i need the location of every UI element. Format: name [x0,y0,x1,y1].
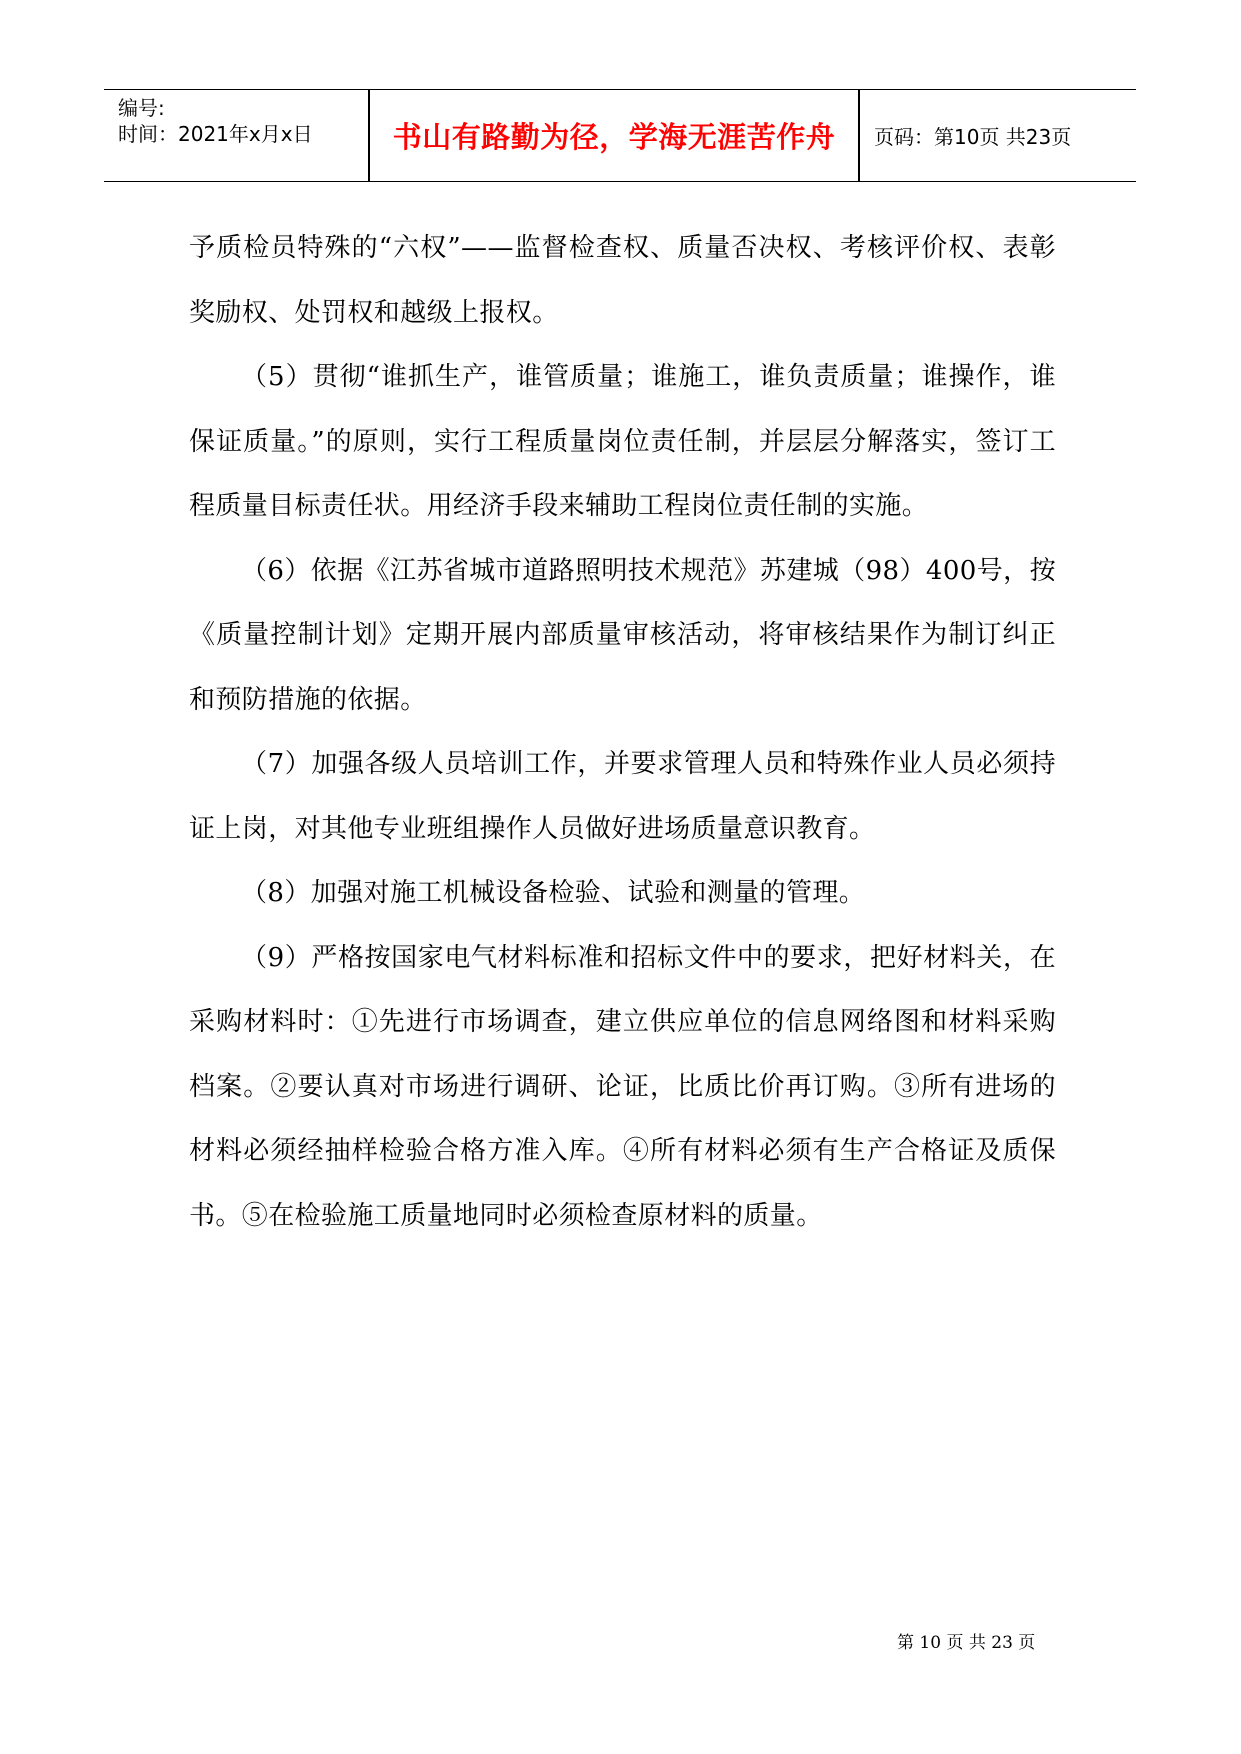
document-body [189,216,1056,1248]
page-header [104,89,1136,182]
paragraph-item-6: （6）依据《江苏省城市道路照明技术规范》苏建城（98）400号，按《质量控制计划》定期开展内部质量审核活动，将审核结果作为制订纠正和预防措施的依据。 [189,555,1056,715]
page-footer-number: 第 10 页 共 23 页 [897,1633,1036,1653]
paragraph-item-7: （7）加强各级人员培训工作，并要求管理人员和特殊作业人员必须持证上岗，对其他专业班组操作人员做好进场质量意识教育。 [189,749,1056,844]
header-divider-right [858,90,860,181]
paragraph-item-8: （8）加强对施工机械设备检验、试验和测量的管理。 [241,878,866,908]
paragraph-item-9: （9）严格按国家电气材料标准和招标文件中的要求，把好材料关，在采购材料时：①先进行市场调查，建立供应单位的信息网络图和材料采购档案。②要认真对市场进行调研、论证，比质比价再订购。③所有进场的材料必须经抽样检验合格方准入库。④所有材料必须有生产合格证及质保书。⑤在检验施工质量地同时必须检查原材料的质量。 [189,942,1056,1231]
header-page-info: 页码：第10页 共23页 [874,125,1072,149]
header-meta [118,90,368,181]
paragraph-continuation: 予质检员特殊的“六权”——监督检查权、质量否决权、考核评价权、表彰奖励权、处罚权和越级上报权。 [189,233,1056,328]
document-number-label: 编号: [118,96,165,120]
document-time-label: 时间：2021年x月x日 [118,122,313,146]
header-motto: 书山有路勤为径，学海无涯苦作舟 [392,120,836,154]
paragraph-item-5: （5）贯彻“谁抓生产，谁管质量；谁施工，谁负责质量；谁操作，谁保证质量。”的原则，实行工程质量岗位责任制，并层层分解落实，签订工程质量目标责任状。用经济手段来辅助工程岗位责任制的实施。 [189,362,1056,521]
